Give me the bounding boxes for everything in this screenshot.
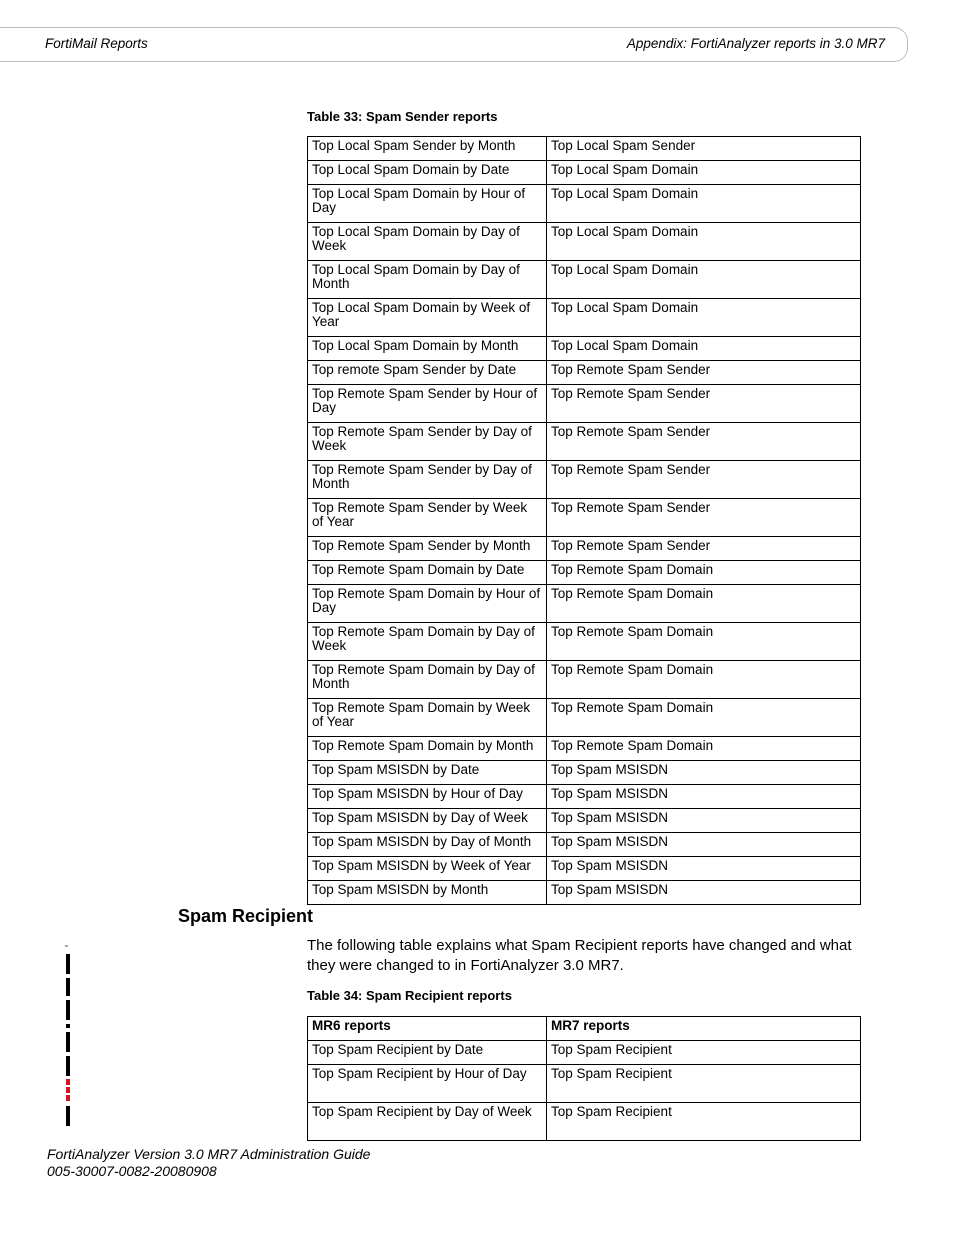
new-report-cell: Top Local Spam Domain xyxy=(547,299,861,337)
header-section-title: FortiMail Reports xyxy=(45,36,148,51)
old-report-cell: Top Local Spam Domain by Day of Week xyxy=(308,223,547,261)
new-report-cell: Top Remote Spam Sender xyxy=(547,361,861,385)
table-row xyxy=(308,337,861,361)
intro-paragraph: The following table explains what Spam Recipient reports have changed and what they were changed to in FortiAnalyzer 3.0 MR7. xyxy=(307,937,852,974)
header-chapter-title: Appendix: FortiAnalyzer reports in 3.0 MR7 xyxy=(626,36,885,51)
new-report-cell: Top Local Spam Domain xyxy=(547,261,861,299)
table-row xyxy=(308,737,861,761)
old-report-cell: Top Remote Spam Domain by Hour of Day xyxy=(308,585,547,623)
old-report-cell: Top Spam MSISDN by Week of Year xyxy=(308,857,547,881)
new-report-cell: Top Remote Spam Domain xyxy=(547,737,861,761)
table-row xyxy=(308,361,861,385)
old-report-cell: Top Spam Recipient by Hour of Day xyxy=(308,1065,547,1103)
old-report-cell: Top Spam MSISDN by Day of Month xyxy=(308,833,547,857)
header-cell: MR7 reports xyxy=(547,1017,861,1041)
table-row xyxy=(308,223,861,261)
table-row xyxy=(308,261,861,299)
section-heading: Spam Recipient xyxy=(178,906,314,926)
table-row xyxy=(308,1041,861,1065)
old-report-cell: Top Remote Spam Sender by Day of Month xyxy=(308,461,547,499)
table-header-row xyxy=(308,1017,861,1041)
footer-document-number: 005-30007-0082-20080908 xyxy=(47,1163,217,1179)
spam-recipient-table xyxy=(307,1016,861,1141)
table-row xyxy=(308,185,861,223)
new-report-cell: Top Remote Spam Sender xyxy=(547,461,861,499)
new-report-cell: Top Remote Spam Sender xyxy=(547,499,861,537)
new-report-cell: Top Spam Recipient xyxy=(547,1041,861,1065)
new-report-cell: Top Local Spam Domain xyxy=(547,185,861,223)
table-row xyxy=(308,1065,861,1103)
table-row xyxy=(308,761,861,785)
old-report-cell: Top Local Spam Sender by Month xyxy=(308,137,547,161)
old-report-cell: Top Spam MSISDN by Date xyxy=(308,761,547,785)
table-34-caption: Table 34: Spam Recipient reports xyxy=(307,988,512,1003)
header-cell: MR6 reports xyxy=(308,1017,547,1041)
new-report-cell: Top Spam Recipient xyxy=(547,1065,861,1103)
table-row xyxy=(308,499,861,537)
new-report-cell: Top Local Spam Domain xyxy=(547,161,861,185)
new-report-cell: Top Spam MSISDN xyxy=(547,833,861,857)
old-report-cell: Top Remote Spam Sender by Day of Week xyxy=(308,423,547,461)
new-report-cell: Top Remote Spam Domain xyxy=(547,623,861,661)
old-report-cell: Top Local Spam Domain by Day of Month xyxy=(308,261,547,299)
table-row xyxy=(308,385,861,423)
table-row xyxy=(308,857,861,881)
new-report-cell: Top Remote Spam Sender xyxy=(547,423,861,461)
old-report-cell: Top Spam MSISDN by Month xyxy=(308,881,547,905)
table-row xyxy=(308,809,861,833)
table-row xyxy=(308,161,861,185)
old-report-cell: Top Spam MSISDN by Day of Week xyxy=(308,809,547,833)
new-report-cell: Top Spam MSISDN xyxy=(547,857,861,881)
old-report-cell: Top Remote Spam Domain by Date xyxy=(308,561,547,585)
new-report-cell: Top Spam MSISDN xyxy=(547,785,861,809)
table-row xyxy=(308,537,861,561)
old-report-cell: Top Remote Spam Sender by Week of Year xyxy=(308,499,547,537)
table-row xyxy=(308,1103,861,1141)
table-row xyxy=(308,623,861,661)
table-row xyxy=(308,461,861,499)
table-row xyxy=(308,661,861,699)
new-report-cell: Top Local Spam Sender xyxy=(547,137,861,161)
table-row xyxy=(308,137,861,161)
new-report-cell: Top Remote Spam Sender xyxy=(547,537,861,561)
footer-guide-title: FortiAnalyzer Version 3.0 MR7 Administration Guide xyxy=(47,1146,371,1162)
new-report-cell: Top Spam MSISDN xyxy=(547,881,861,905)
old-report-cell: Top Local Spam Domain by Date xyxy=(308,161,547,185)
old-report-cell: Top Spam Recipient by Date xyxy=(308,1041,547,1065)
new-report-cell: Top Local Spam Domain xyxy=(547,337,861,361)
table-33-caption: Table 33: Spam Sender reports xyxy=(307,109,498,124)
spam-sender-table xyxy=(307,136,861,905)
new-report-cell: Top Local Spam Domain xyxy=(547,223,861,261)
new-report-cell: Top Remote Spam Sender xyxy=(547,385,861,423)
table-row xyxy=(308,299,861,337)
old-report-cell: Top Local Spam Domain by Hour of Day xyxy=(308,185,547,223)
table-row xyxy=(308,699,861,737)
fortinet-logo xyxy=(38,940,70,1126)
table-row xyxy=(308,833,861,857)
table-row xyxy=(308,785,861,809)
old-report-cell: Top remote Spam Sender by Date xyxy=(308,361,547,385)
new-report-cell: Top Remote Spam Domain xyxy=(547,585,861,623)
old-report-cell: Top Local Spam Domain by Week of Year xyxy=(308,299,547,337)
new-report-cell: Top Remote Spam Domain xyxy=(547,699,861,737)
new-report-cell: Top Remote Spam Domain xyxy=(547,661,861,699)
old-report-cell: Top Remote Spam Domain by Week of Year xyxy=(308,699,547,737)
old-report-cell: Top Remote Spam Domain by Day of Month xyxy=(308,661,547,699)
old-report-cell: Top Spam Recipient by Day of Week xyxy=(308,1103,547,1141)
old-report-cell: Top Remote Spam Sender by Month xyxy=(308,537,547,561)
svg-text:™: ™ xyxy=(64,944,68,949)
old-report-cell: Top Remote Spam Domain by Month xyxy=(308,737,547,761)
table-row xyxy=(308,585,861,623)
table-row xyxy=(308,881,861,905)
table-row xyxy=(308,561,861,585)
new-report-cell: Top Spam Recipient xyxy=(547,1103,861,1141)
old-report-cell: Top Remote Spam Domain by Day of Week xyxy=(308,623,547,661)
new-report-cell: Top Remote Spam Domain xyxy=(547,561,861,585)
old-report-cell: Top Spam MSISDN by Hour of Day xyxy=(308,785,547,809)
old-report-cell: Top Local Spam Domain by Month xyxy=(308,337,547,361)
table-row xyxy=(308,423,861,461)
new-report-cell: Top Spam MSISDN xyxy=(547,809,861,833)
new-report-cell: Top Spam MSISDN xyxy=(547,761,861,785)
old-report-cell: Top Remote Spam Sender by Hour of Day xyxy=(308,385,547,423)
